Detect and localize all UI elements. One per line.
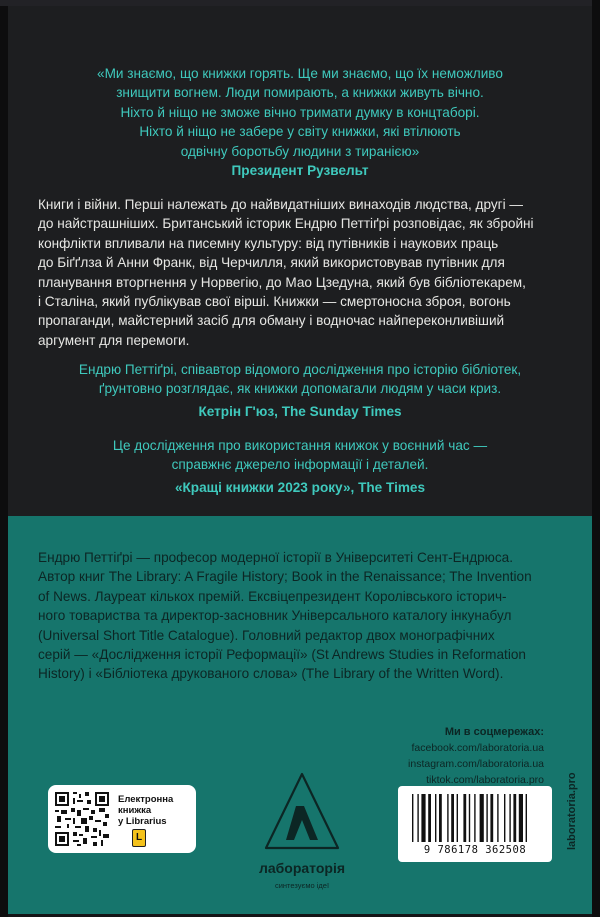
publisher-slogan: синтезуємо ідеї: [274, 881, 330, 890]
description-line: до Біґґлза й Анни Франк, від Черчилля, який використовував путівник для: [38, 255, 505, 271]
bio-line: History) і «Бібліотека друкованого слова» (The Library of the Written Word).: [38, 666, 504, 682]
description-line: планування вторгнення у Норвегію, до Мао Цзедуна, який був бібліотекарем,: [38, 274, 526, 290]
review-line: Це дослідження про використання книжок у воєнний час —: [112, 438, 488, 453]
bio-line: of News. Лауреат кількох премій. Ексвіцепрезидент Королівського історич-: [38, 588, 507, 604]
description-line: аргумент для перемоги.: [38, 332, 190, 348]
tiktok-link[interactable]: tiktok.com/laboratoria.pro: [426, 774, 544, 786]
publisher-name: лабораторія: [258, 860, 346, 876]
review-line: ґрунтовно розглядає, як книжки допомагали людям у часи криз.: [98, 381, 502, 397]
side-website-url: laboratoria.pro: [566, 772, 578, 850]
instagram-link[interactable]: instagram.com/laboratoria.ua: [408, 758, 544, 770]
publisher-logo: [246, 768, 358, 898]
description-line: конфлікти впливали на писемну культуру: від путівників і наукових праць: [38, 235, 499, 251]
librarius-logo-icon: L: [132, 829, 146, 847]
ebook-label: [118, 794, 194, 827]
description-line: Книги і війни. Перші належать до найвидатніших винаходів людства, другі —: [38, 197, 524, 212]
review-the-times-attribution: «Кращі книжки 2023 року», The Times: [174, 480, 426, 495]
review-sunday-times: [40, 360, 560, 399]
laboratory-flask-icon: [246, 768, 358, 858]
isbn-number: 9 786178 362508: [423, 844, 527, 856]
qr-code-icon: [55, 792, 109, 846]
bio-line: (Universal Short Title Catalogue). Головний редактор двох монографічних: [38, 627, 495, 643]
cover-right-edge: [592, 0, 600, 917]
review-the-times: [40, 436, 560, 475]
cover-left-edge: [0, 0, 8, 917]
barcode-bars-icon: [398, 786, 552, 844]
ebook-label-line: у Librarius: [118, 816, 167, 827]
bio-line: ного товариства та директор-засновник Універсального каталогу інкунабул: [38, 608, 512, 624]
facebook-link[interactable]: facebook.com/laboratoria.ua: [411, 742, 544, 754]
social-links: [408, 724, 544, 788]
review-sunday-times-attribution: Кетрін Г'юз, The Sunday Times: [198, 404, 402, 419]
roosevelt-quote: [40, 64, 560, 161]
description-line: і Сталіна, який публікував свої вірші. Книжки — смертоносна зброя, вогонь: [38, 294, 511, 310]
ebook-label-line: книжка: [118, 805, 152, 816]
ebook-qr-card: [48, 785, 196, 853]
author-bio: [38, 548, 564, 684]
description-line: пропаганди, майстерний засіб для обману і водночас найпереконливіший: [38, 313, 505, 329]
quote-line: «Ми знаємо, що книжки горять. Ще ми знаємо, що їх неможливо: [97, 66, 503, 81]
bio-line: серій — «Дослідження історії Реформації» (St Andrews Studies in Reformation: [38, 647, 526, 663]
book-description: [38, 195, 564, 350]
ebook-label-line: Електронна: [118, 794, 174, 805]
bio-line: Ендрю Петтіґрі — професор модерної історії в Університеті Сент-Ендрюса.: [38, 550, 514, 565]
quote-line: одвічну боротьбу людини з тиранією»: [180, 143, 420, 159]
description-line: до найстрашніших. Британський історик Ендрю Петтіґрі розповідає, як збройні: [38, 216, 534, 232]
review-line: Ендрю Петтіґрі, співавтор відомого дослідження про історію бібліотек,: [78, 362, 522, 377]
social-title: Ми в соцмережах:: [444, 726, 544, 738]
quote-line: Ніхто й ніщо не зможе вічно тримати думку в концтаборі.: [120, 104, 480, 120]
quote-line: Ніхто й ніщо не забере у світу книжки, які втілюють: [139, 124, 461, 140]
quote-attribution: Президент Рузвельт: [231, 163, 369, 178]
bio-line: Автор книг The Library: A Fragile History; Book in the Renaissance; The Invention: [38, 569, 532, 585]
isbn-barcode: [398, 786, 552, 862]
review-line: справжнє джерело інформації і деталей.: [171, 457, 429, 473]
quote-line: знищити вогнем. Люди помирають, а книжки живуть вічно.: [116, 85, 484, 101]
